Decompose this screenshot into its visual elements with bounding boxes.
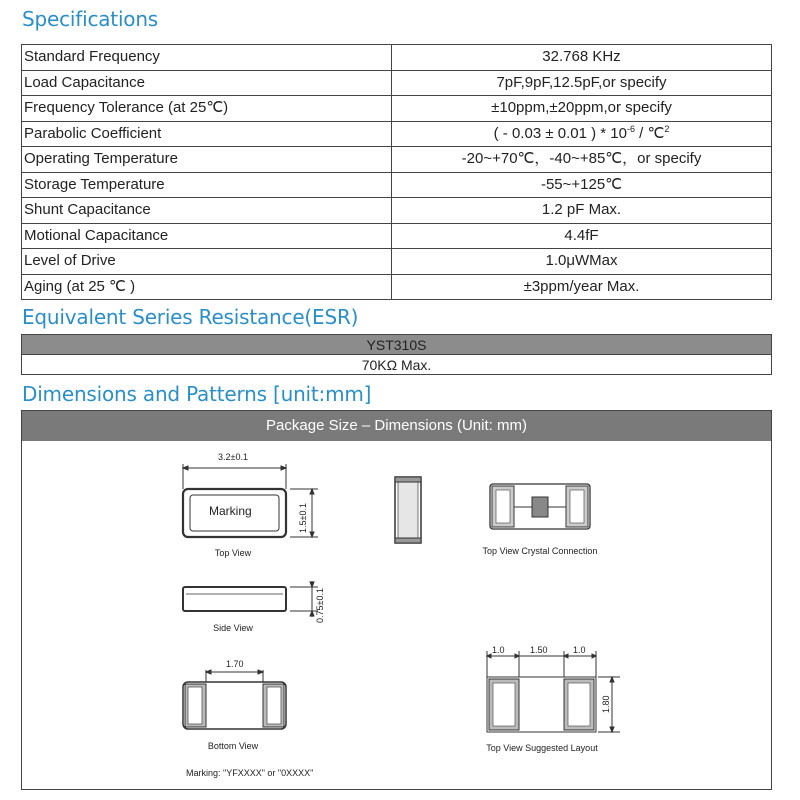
table-row <box>22 355 772 375</box>
spec-label: Storage Temperature <box>22 172 392 198</box>
spec-value: ±3ppm/year Max. <box>392 274 772 300</box>
marking-label: Marking <box>209 504 252 518</box>
crystal-connection-caption: Top View Crystal Connection <box>482 546 598 556</box>
bottom-view-caption: Bottom View <box>207 741 259 751</box>
spec-value <box>392 121 772 147</box>
table-row <box>22 172 772 198</box>
spec-exponent: -6 <box>626 123 635 134</box>
bottom-view-width-label: 1.70 <box>226 659 244 669</box>
table-row <box>22 335 772 355</box>
spec-exponent: 2 <box>664 123 670 134</box>
table-row <box>22 249 772 275</box>
table-row <box>22 274 772 300</box>
esr-value: 70KΩ Max. <box>22 355 772 375</box>
table-row <box>22 96 772 122</box>
spec-label: Motional Capacitance <box>22 223 392 249</box>
spec-label: Aging (at 25 ℃ ) <box>22 274 392 300</box>
spec-value: ±10ppm,±20ppm,or specify <box>392 96 772 122</box>
spec-label: Frequency Tolerance (at 25℃) <box>22 96 392 122</box>
spec-value: -20~+70℃，-40~+85℃，or specify <box>392 147 772 173</box>
table-row <box>22 70 772 96</box>
spec-value: 7pF,9pF,12.5pF,or specify <box>392 70 772 96</box>
side-view-caption: Side View <box>213 623 253 633</box>
table-row <box>22 147 772 173</box>
esr-title: Equivalent Series Resistance(ESR) <box>22 305 359 329</box>
esr-model: YST310S <box>22 335 772 355</box>
spec-value: 32.768 KHz <box>392 45 772 71</box>
dimensions-title: Dimensions and Patterns [unit:mm] <box>22 382 372 406</box>
spec-label: Shunt Capacitance <box>22 198 392 224</box>
spec-value-part: / ℃ <box>634 124 665 142</box>
table-row <box>22 223 772 249</box>
top-view-width-label: 3.2±0.1 <box>218 452 248 462</box>
spec-label: Standard Frequency <box>22 45 392 71</box>
spec-value: 4.4fF <box>392 223 772 249</box>
layout-gap-label: 1.50 <box>530 645 548 655</box>
spec-label: Level of Drive <box>22 249 392 275</box>
table-row <box>22 121 772 147</box>
spec-value: -55~+125℃ <box>392 172 772 198</box>
layout-caption: Top View Suggested Layout <box>486 743 598 753</box>
spec-label: Load Capacitance <box>22 70 392 96</box>
top-view-caption: Top View <box>214 548 252 558</box>
layout-pad1-label: 1.0 <box>492 645 505 655</box>
marking-note: Marking: "YFXXXX" or "0XXXX" <box>186 768 314 778</box>
dimensions-panel <box>21 410 772 790</box>
spec-label: Operating Temperature <box>22 147 392 173</box>
dimensions-header: Package Size – Dimensions (Unit: mm) <box>22 411 771 441</box>
spec-value-part: ( - 0.03 ± 0.01 ) * 10 <box>493 124 627 142</box>
spec-value: 1.0μWMax <box>392 249 772 275</box>
top-view-drawing <box>22 411 773 791</box>
table-row <box>22 198 772 224</box>
specifications-title: Specifications <box>22 7 159 31</box>
layout-pad2-label: 1.0 <box>573 645 586 655</box>
spec-label: Parabolic Coefficient <box>22 121 392 147</box>
specifications-table <box>21 44 772 300</box>
side-view-height-label: 0.75±0.1 <box>315 588 325 623</box>
top-view-height-label: 1.5±0.1 <box>298 503 308 533</box>
table-row <box>22 45 772 71</box>
esr-table <box>21 334 772 375</box>
spec-value: 1.2 pF Max. <box>392 198 772 224</box>
layout-height-label: 1.80 <box>601 695 611 713</box>
